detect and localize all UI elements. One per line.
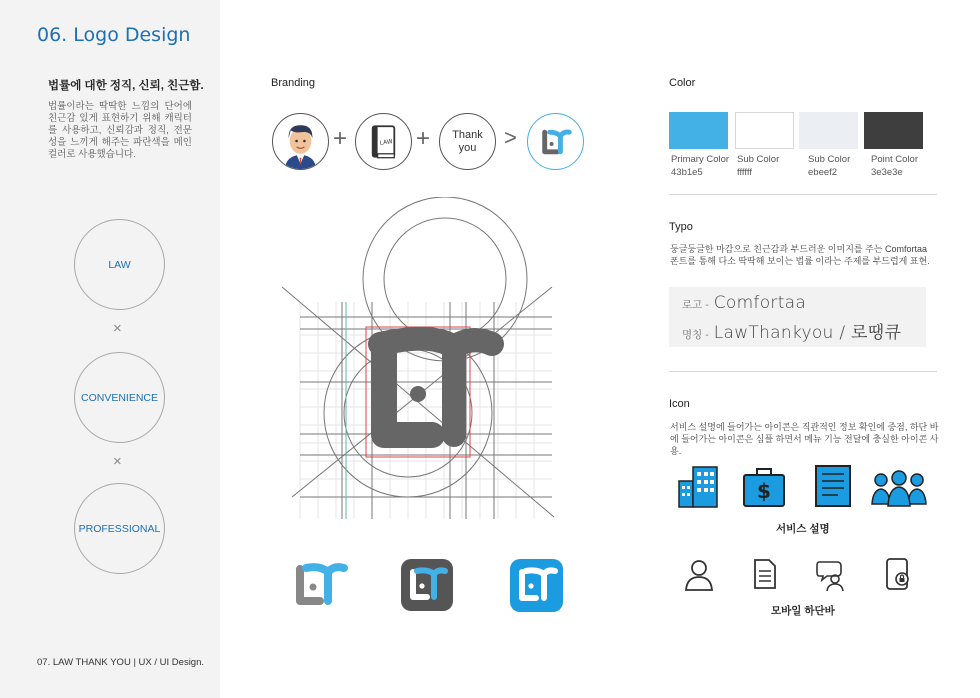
logo-variant-dark: [401, 559, 453, 611]
intro-description: 법률이라는 딱딱한 느낌의 단어에 친근감 있게 표현하기 위해 캐릭터를 사용하고, 신뢰감과 정직, 전문성을 느끼게 해주는 파란색을 메인컬러로 사용했습니다.: [48, 101, 192, 160]
briefcase-dollar-icon: [742, 466, 786, 508]
phone-lock-icon: [884, 557, 914, 591]
typo-sample-box: [669, 287, 926, 347]
color-label: Color: [669, 77, 696, 89]
arrow-operator: >: [504, 125, 517, 150]
plus-operator: +: [416, 125, 431, 152]
page-title: 06. Logo Design: [37, 24, 191, 46]
sub-color-grey-swatch: [799, 112, 858, 149]
user-icon: [683, 558, 715, 592]
footer: 07. LAW THANK YOU | UX / UI Design.: [37, 657, 205, 668]
typo-name-row: [682, 318, 901, 343]
service-title: 서비스 설명: [776, 523, 830, 535]
book-label: LAW: [379, 138, 394, 147]
mobile-title: 모바일 하단바: [771, 605, 835, 617]
concept-convenience-circle: CONVENIENCE: [74, 352, 165, 443]
swatch-label: [671, 153, 729, 179]
document-icon: [812, 464, 854, 508]
divider: [669, 371, 937, 372]
plus-operator: +: [333, 125, 348, 152]
file-icon: [752, 558, 778, 590]
chat-user-icon: [815, 558, 849, 592]
lt-logo-icon: [401, 559, 453, 611]
divider: [669, 194, 937, 195]
you-line: you: [458, 141, 477, 154]
typo-label: Typo: [669, 221, 693, 233]
thank-line: Thank: [452, 128, 483, 141]
typo-description: 둥글둥글한 마감으로 친근감과 부드러운 이미지를 주는 Comfortaa 폰트를 통해 다소 딱딱해 보이는 법률 이라는 주제를 부드럽게 표현.: [670, 244, 930, 266]
character-circle: [272, 113, 329, 170]
lt-logo-icon: [528, 114, 583, 170]
typo-logo-row: [682, 293, 806, 313]
swatch-name: Primary Color: [671, 154, 730, 165]
typo-name-key: 명칭 -: [682, 329, 709, 341]
swatch-hex: ebeef2: [808, 167, 838, 178]
character-icon: [273, 114, 328, 170]
logo-variant-blue: [510, 559, 563, 612]
concept-professional-circle: PROFESSIONAL: [74, 483, 165, 574]
swatch-name: Sub Color: [808, 154, 851, 165]
swatch-hex: 3e3e3e: [871, 167, 903, 178]
swatch-hex: ffffff: [737, 167, 752, 178]
buildings-icon: [676, 465, 724, 509]
result-logo-circle: [527, 113, 584, 170]
typo-logo-value: Comfortaa: [713, 293, 807, 313]
swatch-name: Point Color: [871, 154, 918, 165]
people-group-icon: [871, 468, 927, 508]
swatch-label: [808, 153, 850, 179]
concept-law-circle: LAW: [74, 219, 165, 310]
times-operator: ×: [113, 453, 122, 470]
swatch-name: Sub Color: [737, 154, 780, 165]
law-book-icon: [356, 114, 411, 170]
thank-you-text: [448, 129, 488, 155]
logo-grid-diagram: [282, 197, 560, 519]
law-book-circle: [355, 113, 412, 170]
times-operator: ×: [113, 320, 122, 337]
icon-label: Icon: [669, 398, 690, 410]
point-color-swatch: [864, 112, 923, 149]
svg-text:$: $: [757, 479, 771, 503]
icon-description: 서비스 설명에 들어가는 아이콘은 직관적인 정보 확인에 중점, 하단 바에 들어가는 아이콘은 심플 하면서 메뉴 기능 전달에 충실한 아이콘 사용.: [670, 422, 939, 456]
swatch-label: [737, 153, 779, 179]
sub-color-white-swatch: [735, 112, 794, 149]
swatch-label: [871, 153, 918, 179]
thank-you-circle: [439, 113, 496, 170]
lt-logo-icon: [510, 559, 563, 612]
tagline: 법률에 대한 정직, 신뢰, 친근함.: [48, 80, 204, 92]
branding-label: Branding: [271, 77, 316, 89]
logo-variant-plain: [292, 559, 350, 611]
typo-logo-key: 로고 -: [682, 299, 709, 311]
swatch-hex: 43b1e5: [671, 167, 703, 178]
primary-color-swatch: [669, 112, 728, 149]
typo-name-value: LawThankyou / 로땡큐: [713, 323, 902, 343]
